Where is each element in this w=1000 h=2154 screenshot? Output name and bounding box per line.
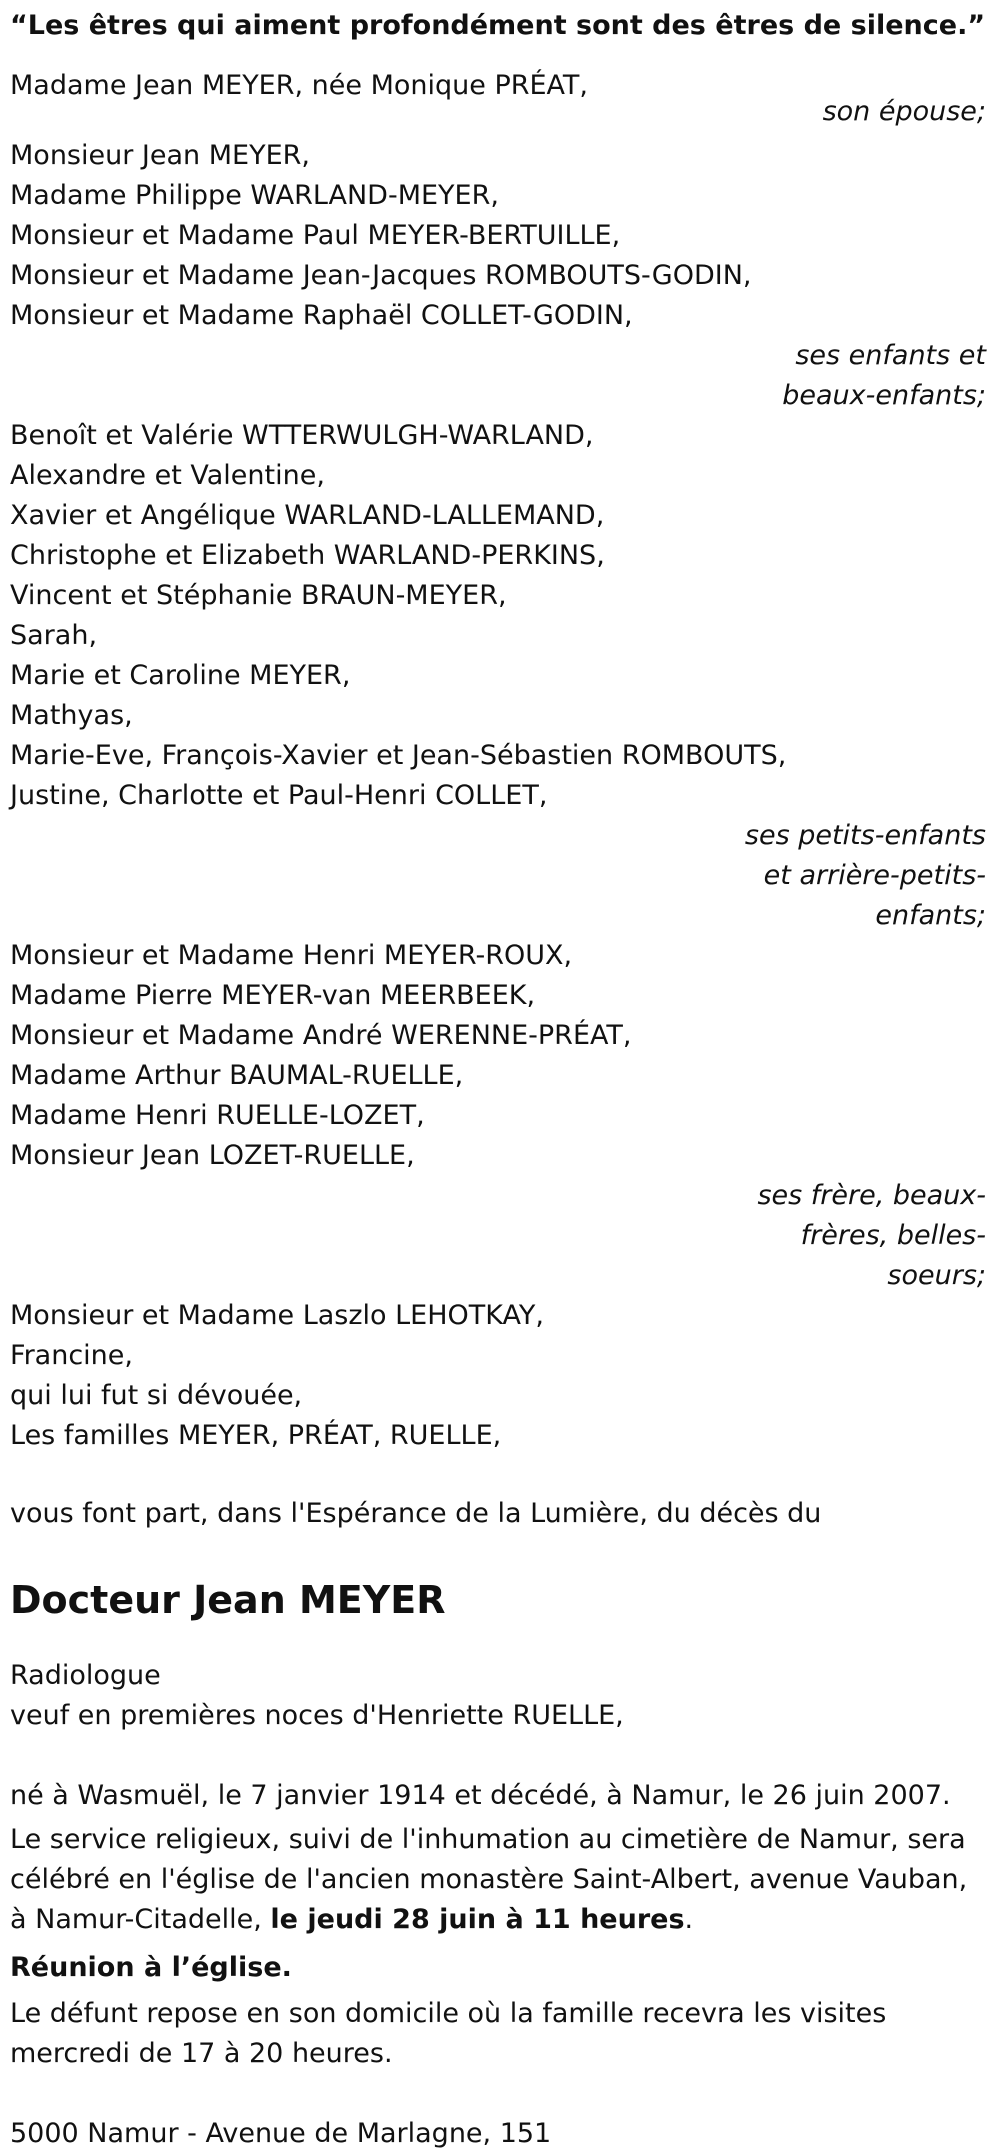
family-name-line: Monsieur Jean MEYER,: [10, 140, 310, 171]
reunion-note: Réunion à l’église.: [10, 1952, 292, 1983]
visits-paragraph: Le défunt repose en son domicile où la famille recevra les visites mercredi de 17 à 20 heures.: [10, 1998, 887, 2069]
profession: Radiologue: [10, 1660, 161, 1691]
epigraph-quote: “Les êtres qui aiment profondément sont des êtres de silence.”: [10, 10, 986, 41]
family-name-line: Christophe et Elizabeth WARLAND-PERKINS,: [10, 540, 605, 571]
widower-note: veuf en premières noces d'Henriette RUELLE,: [10, 1700, 624, 1731]
family-name-line: Mathyas,: [10, 700, 133, 731]
relationship-label-line: frères, belles-: [800, 1220, 986, 1251]
relationship-label-line: ses frère, beaux-: [757, 1180, 986, 1211]
announcement-text: vous font part, dans l'Espérance de la Lumière, du décès du: [10, 1498, 822, 1529]
family-name-line: Francine,: [10, 1340, 133, 1371]
relationship-label-line: beaux-enfants;: [782, 380, 986, 411]
family-name-line: Madame Pierre MEYER-van MEERBEEK,: [10, 980, 536, 1011]
family-name-line: Madame Philippe WARLAND-MEYER,: [10, 180, 499, 211]
family-name-line: Alexandre et Valentine,: [10, 460, 325, 491]
relationship-label: [10, 1176, 990, 1296]
relationship-label-line: enfants;: [875, 900, 986, 931]
relationship-label: [10, 816, 990, 936]
spacer: [10, 2074, 990, 2114]
family-name-line: Monsieur et Madame Raphaël COLLET-GODIN,: [10, 300, 633, 331]
relationship-label-line: et arrière-petits-: [763, 860, 986, 891]
funeral-service-text: Le service religieux, suivi de l'inhumation au cimetière de Namur, sera célébré en l'église de l'ancien monastère Saint-Albert, avenue Vauban, à Namur-Citadelle,: [10, 1824, 968, 1935]
family-name-line: Monsieur Jean LOZET-RUELLE,: [10, 1140, 415, 1171]
funeral-service-end: .: [684, 1904, 694, 1935]
address: 5000 Namur - Avenue de Marlagne, 151: [10, 2118, 552, 2149]
family-name-line: Vincent et Stéphanie BRAUN-MEYER,: [10, 580, 507, 611]
deceased-name: Docteur Jean MEYER: [10, 1578, 446, 1622]
family-name-line: Madame Jean MEYER, née Monique PRÉAT,: [10, 70, 589, 101]
family-group-children: [10, 136, 990, 416]
family-name-line: qui lui fut si dévouée,: [10, 1380, 303, 1411]
family-name-line: Monsieur et Madame Henri MEYER-ROUX,: [10, 940, 573, 971]
family-name-line: Benoît et Valérie WTTERWULGH-WARLAND,: [10, 420, 594, 451]
family-name-line: Les familles MEYER, PRÉAT, RUELLE,: [10, 1420, 502, 1451]
relationship-label-line: soeurs;: [887, 1260, 986, 1291]
family-name-line: Madame Henri RUELLE-LOZET,: [10, 1100, 425, 1131]
relationship-label-line: ses petits-enfants: [744, 820, 986, 851]
family-group-others: [10, 1296, 990, 1456]
family-group-siblings: [10, 936, 990, 1296]
family-name-line: Madame Arthur BAUMAL-RUELLE,: [10, 1060, 464, 1091]
family-name-line: Monsieur et Madame André WERENNE-PRÉAT,: [10, 1020, 632, 1051]
family-name-line: Sarah,: [10, 620, 98, 651]
birth-death-dates: né à Wasmuël, le 7 janvier 1914 et décédé, à Namur, le 26 juin 2007.: [10, 1780, 951, 1811]
family-group-grandchildren: [10, 416, 990, 936]
relationship-label-line: ses enfants et: [795, 340, 986, 371]
funeral-service-time: le jeudi 28 juin à 11 heures: [270, 1904, 685, 1935]
family-name-line: Monsieur et Madame Jean-Jacques ROMBOUTS-GODIN,: [10, 260, 752, 291]
funeral-service-paragraph: [10, 1820, 990, 1940]
family-group-spouse: [10, 66, 990, 132]
family-name-line: Monsieur et Madame Laszlo LEHOTKAY,: [10, 1300, 544, 1331]
relationship-label: [10, 336, 990, 416]
spacer: [10, 1736, 990, 1776]
family-name-line: Marie-Eve, François-Xavier et Jean-Sébastien ROMBOUTS,: [10, 740, 787, 771]
family-name-line: Marie et Caroline MEYER,: [10, 660, 351, 691]
family-name-line: Xavier et Angélique WARLAND-LALLEMAND,: [10, 500, 605, 531]
relationship-label-line: son épouse;: [822, 96, 986, 127]
family-name-line: Monsieur et Madame Paul MEYER-BERTUILLE,: [10, 220, 621, 251]
family-name-line: Justine, Charlotte et Paul-Henri COLLET,: [10, 780, 548, 811]
